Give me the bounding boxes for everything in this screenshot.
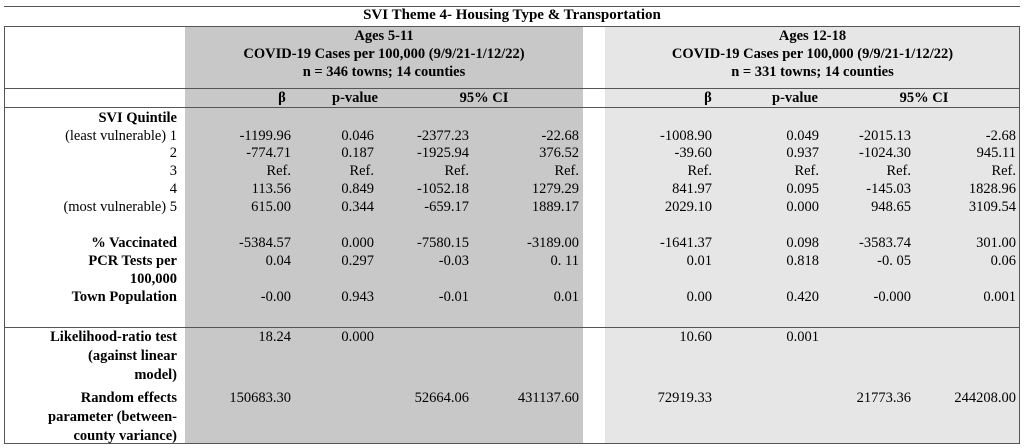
table-cell: 948.65 [871, 199, 911, 215]
column-header-rule [4, 107, 1020, 108]
table-cell: -0.00 [260, 289, 291, 305]
table-cell: 0. 11 [550, 253, 579, 269]
table-cell: 0.187 [341, 145, 374, 161]
table-cell: 0.849 [341, 181, 374, 197]
table-cell: 841.97 [672, 181, 712, 197]
table-cell: 244208.00 [954, 390, 1016, 406]
table-cell: 0.297 [341, 253, 374, 269]
table-cell: 0.937 [786, 145, 819, 161]
table-cell: 150683.30 [229, 390, 291, 406]
table-cell: -1199.96 [239, 128, 291, 144]
table-cell: 0.000 [341, 329, 374, 345]
col-beta-g2: β [704, 90, 712, 106]
table-cell: 0.000 [341, 235, 374, 251]
table-cell: Ref. [444, 163, 469, 179]
table-cell: Ref. [886, 163, 911, 179]
table-right-rule [1019, 26, 1020, 444]
table-cell: Ref. [266, 163, 291, 179]
table-cell: -7580.15 [417, 235, 469, 251]
row-label: 2 [169, 145, 177, 161]
row-label: Town Population [71, 289, 177, 305]
model-row-label: model) [134, 367, 177, 383]
table-cell: Ref. [687, 163, 712, 179]
col-pvalue-g1: p-value [332, 90, 378, 106]
table-cell: 1828.96 [968, 181, 1016, 197]
table-cell: 0.04 [265, 253, 291, 269]
table-cell: -39.60 [674, 145, 712, 161]
model-row-label: parameter (between- [48, 409, 177, 425]
table-cell: Ref. [794, 163, 819, 179]
table-cell: 0.001 [983, 289, 1016, 305]
title-rule [4, 26, 1020, 27]
group1-n: n = 346 towns; 14 counties [302, 64, 466, 80]
section-label-svi-quintile: SVI Quintile [98, 110, 177, 126]
col-beta-g1: β [278, 90, 286, 106]
row-label: (most vulnerable) 5 [63, 199, 177, 215]
row-label: 4 [169, 181, 177, 197]
table-cell: 52664.06 [414, 390, 469, 406]
table-cell: -1925.94 [417, 145, 469, 161]
table-cell: -5384.57 [239, 235, 291, 251]
table-cell: -0. 05 [877, 253, 911, 269]
row-label: 3 [169, 163, 177, 179]
table-cell: Ref. [554, 163, 579, 179]
table-cell: 0.344 [341, 199, 374, 215]
table-cell: -22.68 [541, 128, 579, 144]
table-cell: -0.03 [438, 253, 469, 269]
table-cell: -1024.30 [859, 145, 911, 161]
table-cell: 113.56 [251, 181, 291, 197]
table-cell: 0.098 [786, 235, 819, 251]
model-row-label: (against linear [87, 348, 177, 364]
table-cell: -0.000 [873, 289, 911, 305]
table-cell: -2.68 [985, 128, 1016, 144]
table-cell: -774.71 [246, 145, 291, 161]
table-cell: -1052.18 [417, 181, 469, 197]
table-cell: 0.01 [553, 289, 579, 305]
table-cell: 2029.10 [664, 199, 712, 215]
row-label: PCR Tests per [88, 253, 177, 269]
table-cell: 301.00 [976, 235, 1016, 251]
group2-age: Ages 12-18 [778, 28, 847, 44]
table-cell: 615.00 [251, 199, 291, 215]
table-cell: 0.06 [990, 253, 1016, 269]
table-cell: 21773.36 [856, 390, 911, 406]
results-table [4, 6, 1020, 444]
table-cell: 0.046 [341, 128, 374, 144]
table-cell: 10.60 [679, 329, 712, 345]
table-cell: 376.52 [539, 145, 579, 161]
table-cell: 0.095 [786, 181, 819, 197]
table-cell: -0.01 [438, 289, 469, 305]
table-cell: 0.001 [786, 329, 819, 345]
table-cell: 72919.33 [657, 390, 712, 406]
table-cell: 3109.54 [968, 199, 1016, 215]
table-cell: 0.01 [686, 253, 712, 269]
table-cell: Ref. [349, 163, 374, 179]
group1-measure: COVID-19 Cases per 100,000 (9/9/21-1/12/22) [243, 46, 525, 62]
group2-n: n = 331 towns; 14 counties [731, 64, 894, 80]
row-label-continued: 100,000 [129, 271, 177, 287]
table-cell: 0.818 [786, 253, 819, 269]
table-cell: 0.049 [786, 128, 819, 144]
table-cell: 0.000 [786, 199, 819, 215]
table-cell: 0.420 [786, 289, 819, 305]
table-cell: Ref. [991, 163, 1016, 179]
table-cell: -145.03 [866, 181, 911, 197]
table-cell: 945.11 [976, 145, 1016, 161]
table-cell: 431137.60 [517, 390, 579, 406]
col-pvalue-g2: p-value [772, 90, 818, 106]
table-cell: -1641.37 [660, 235, 712, 251]
table-cell: 0.00 [686, 289, 712, 305]
table-cell: -659.17 [424, 199, 469, 215]
table-cell: -3189.00 [527, 235, 579, 251]
table-cell: 0.943 [341, 289, 374, 305]
table-cell: -2377.23 [417, 128, 469, 144]
model-row-label: Likelihood-ratio test [50, 329, 177, 345]
col-ci-g2: 95% CI [899, 90, 949, 106]
table-cell: -2015.13 [859, 128, 911, 144]
table-cell: 18.24 [258, 329, 291, 345]
table-cell: -3583.74 [859, 235, 911, 251]
group2-measure: COVID-19 Cases per 100,000 (9/9/21-1/12/22) [671, 46, 954, 62]
col-ci-g1: 95% CI [459, 90, 509, 106]
table-cell: 1279.29 [531, 181, 579, 197]
model-section-rule [4, 327, 1020, 328]
row-label: (least vulnerable) 1 [65, 128, 177, 144]
table-cell: -1008.90 [660, 128, 712, 144]
group1-age: Ages 5-11 [354, 28, 414, 44]
model-row-label: county variance) [73, 428, 177, 444]
row-label: % Vaccinated [91, 235, 177, 251]
table-title: SVI Theme 4- Housing Type & Transportation [363, 7, 661, 23]
group-header-rule [4, 88, 1020, 89]
model-row-label: Random effects [80, 390, 177, 406]
table-cell: 1889.17 [531, 199, 579, 215]
